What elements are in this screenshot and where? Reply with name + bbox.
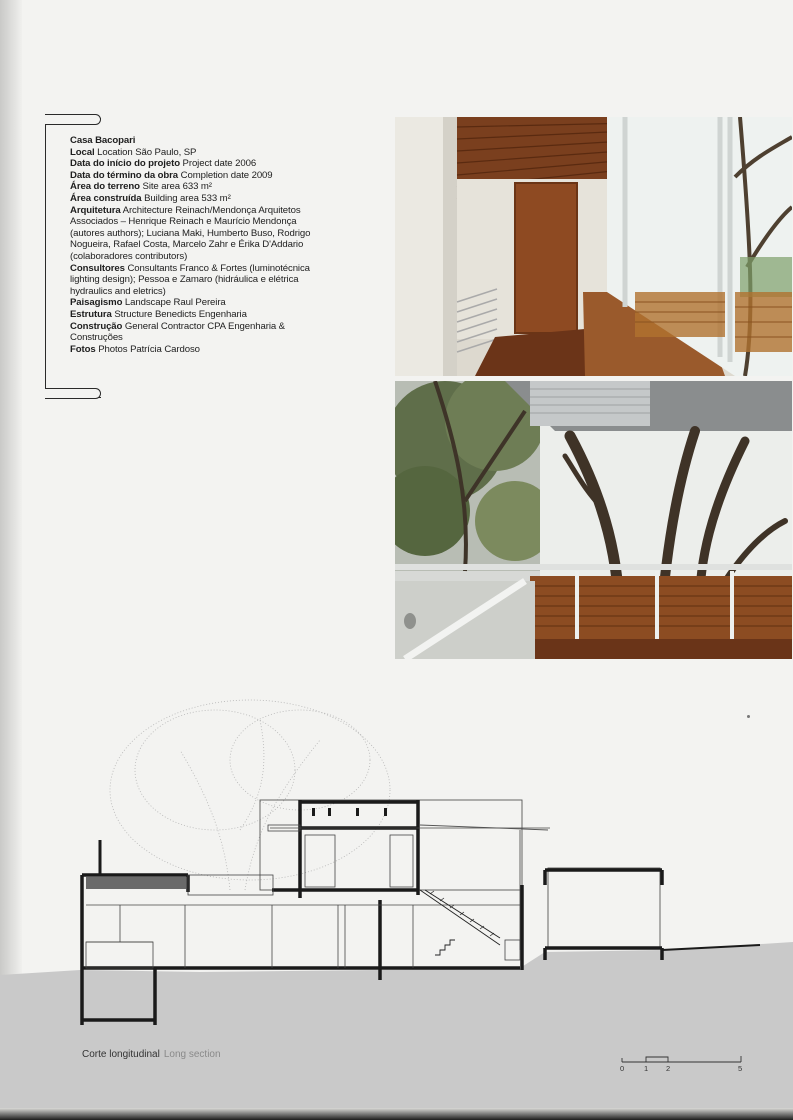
caption-en: Long section bbox=[163, 1049, 221, 1060]
section-caption bbox=[82, 1049, 221, 1060]
caption-pt: Corte longitudinal bbox=[82, 1049, 160, 1060]
project-title: Casa Bacopari bbox=[70, 135, 136, 146]
page-bottom-edge bbox=[0, 1108, 793, 1120]
credits-bracket-bottom bbox=[45, 388, 101, 399]
scale-label-2: 2 bbox=[666, 1064, 671, 1073]
photo-interior-corridor bbox=[395, 117, 792, 376]
long-section-drawing bbox=[0, 680, 793, 1110]
scale-label-5: 5 bbox=[738, 1064, 743, 1073]
scale-label-0: 0 bbox=[620, 1064, 625, 1073]
scale-label-1: 1 bbox=[644, 1064, 649, 1073]
project-credits: Casa Bacopari Local Location São Paulo, SP Data do início do projeto Project date 2006 Data do término da obra Completion date 2009 Área do terreno Site area 633 m² Área construída Building area 533 m² Arquitetura Architecture Reinach/Mendonça Arquitetos Associados – Henrique Reinach e Maurício Mendonça (autores authors); Luciana Maki, Humberto Buso, Rodrigo Nogueira, Rafael Costa, Marcelo Zahr e Érika D'Addario (colaboradores contributors) Consultores Consultants Franco & Fortes (luminotécnica lighting design); Pessoa e Zamaro (hidráulica e elétrica hydraulics and eletrics) Paisagismo Landscape Raul Pereira Estrutura Structure Benedicts Engenharia Construção General Contractor CPA Engenharia & Construções Fotos Photos Patrícia Cardoso bbox=[70, 135, 311, 355]
photo-terrace-trees bbox=[395, 381, 792, 659]
credits-bracket-top bbox=[45, 114, 101, 125]
scale-bar bbox=[620, 1050, 745, 1074]
